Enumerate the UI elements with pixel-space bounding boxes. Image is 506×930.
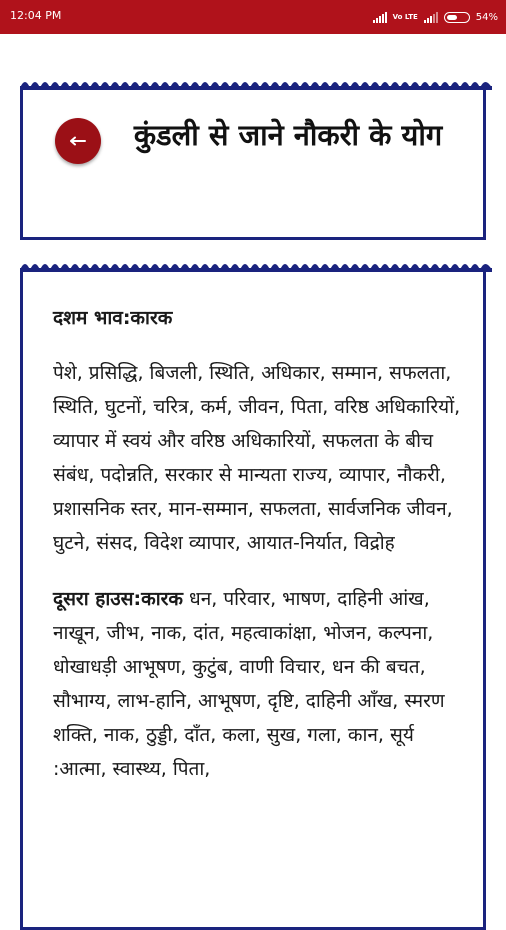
battery-icon bbox=[444, 12, 470, 23]
signal-icon bbox=[373, 11, 387, 23]
arrow-left-icon bbox=[70, 136, 86, 146]
title-card bbox=[20, 88, 486, 240]
volte-icon: Vo LTE bbox=[392, 12, 418, 21]
section-paragraph-2 bbox=[53, 582, 461, 786]
signal-icon-2 bbox=[424, 11, 438, 23]
back-button[interactable] bbox=[55, 118, 101, 164]
page-title: कुंडली से जाने नौकरी के योग bbox=[133, 118, 443, 152]
scallop-border bbox=[20, 256, 492, 272]
content-card bbox=[20, 270, 486, 930]
status-time: 12:04 PM bbox=[10, 9, 62, 22]
section-heading-2: दूसरा हाउस:कारक bbox=[53, 588, 183, 610]
section-text-2: धन, परिवार, भाषण, दाहिनी आंख, नाखून, जीभ, नाक, दांत, महत्वाकांक्षा, भोजन, कल्पना, धोखाधड़ी आभूषण, कुटुंब, वाणी विचार, धन की बचत, सौभाग्य, लाभ-हानि, आभूषण, दृष्टि, दाहिनी आँख, स्मरण शक्ति, नाक, ठुड्डी, दाँत, कला, सुख, गला, कान, सूर्य :आत्मा, स्वास्थ्य, पिता, bbox=[53, 588, 445, 780]
scallop-border bbox=[20, 74, 492, 90]
status-icons bbox=[373, 8, 498, 26]
battery-level: 54% bbox=[475, 11, 498, 23]
status-bar bbox=[0, 0, 506, 34]
section-heading: दशम भाव:कारक bbox=[53, 307, 173, 329]
article-content bbox=[53, 304, 461, 808]
section-paragraph: पेशे, प्रसिद्धि, बिजली, स्थिति, अधिकार, सम्मान, सफलता, स्थिति, घुटनों, चरित्र, कर्म, जीवन, पिता, वरिष्ठ अधिकारियों, व्यापार में स्वयं और वरिष्ठ अधिकारियों, सफलता के बीच संबंध, पदोन्नति, सरकार से मान्यता राज्य, व्यापार, नौकरी, प्रशासनिक स्तर, मान-सम्मान, सफलता, सार्वजनिक जीवन, घुटने, संसद, विदेश व्यापार, आयात-निर्यात, विद्रोह bbox=[53, 362, 461, 554]
